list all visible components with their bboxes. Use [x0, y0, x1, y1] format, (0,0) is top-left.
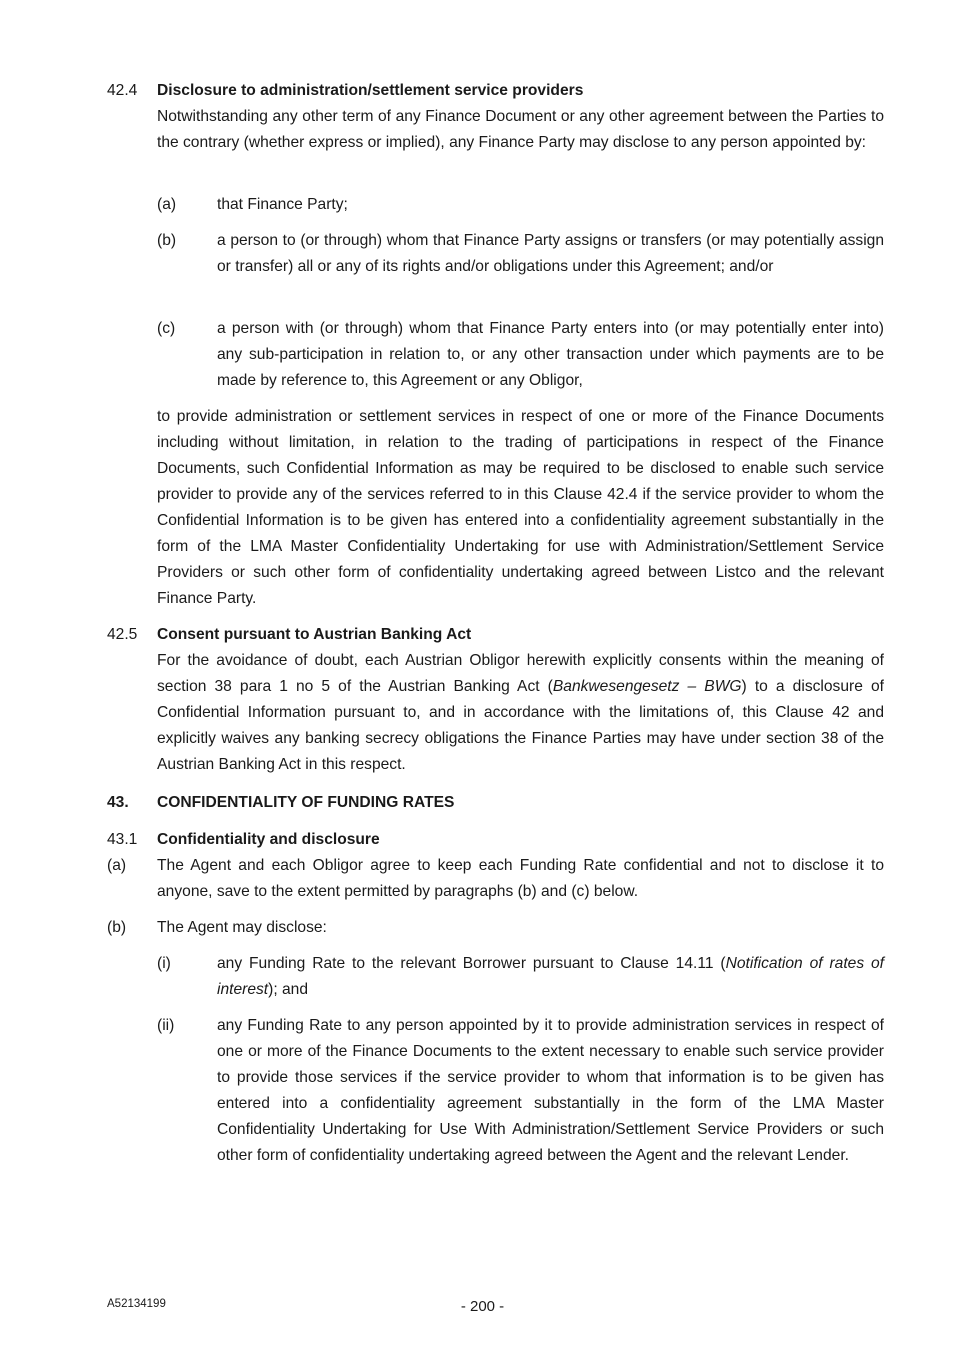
list-item-a: that Finance Party;: [217, 196, 348, 213]
page-number: - 200 -: [460, 1298, 505, 1315]
list-item-b: a person to (or through) whom that Finance Party assigns or transfers (or may potentially assign or transfer) all or any of its rights and/or obligations under this Agreement; and/or: [217, 232, 884, 275]
section-number-42-5: 42.5: [107, 626, 138, 643]
section-heading-43-1: Confidentiality and disclosure: [157, 831, 380, 848]
section-heading-43: CONFIDENTIALITY OF FUNDING RATES: [157, 794, 455, 811]
list-label-a: (a): [157, 196, 177, 213]
section-42-4-intro: Notwithstanding any other term of any Finance Document or any other agreement between the Parties to the contrary (whether express or implied), any Finance Party may disclose to any person appointed by:: [157, 108, 884, 151]
italic-term-bwg: Bankwesengesetz – BWG: [552, 678, 742, 695]
section-number-43: 43.: [107, 794, 129, 811]
sublist-label-i: (i): [157, 955, 171, 972]
list-label-b: (b): [157, 232, 177, 249]
list-label-c: (c): [157, 320, 176, 337]
section-number-42-4: 42.4: [107, 82, 138, 99]
para-43-1-b: The Agent may disclose:: [157, 919, 327, 936]
section-heading-42-4: Disclosure to administration/settlement service providers: [157, 82, 584, 99]
list-item-c: a person with (or through) whom that Finance Party enters into (or may potentially enter into) any sub-participation in relation to, or any other transaction under which payments are to be made by reference to, this Agreement or any Obligor,: [217, 320, 884, 389]
section-42-5-text: For the avoidance of doubt, each Austrian Obligor herewith explicitly consents within the meaning of section 38 para 1 no 5 of the Austrian Banking Act (Bankwesengesetz – BWG) to a disclosure of Confidential Information pursuant to, and in accordance with the limitations of, this Clause 42 and explicitly waives any banking secrecy obligations the Finance Parties may have under section 38 of the Austrian Banking Act in this respect.: [157, 652, 884, 773]
sublist-item-ii: any Funding Rate to any person appointed by it to provide administration services in respect of one or more of the Finance Documents to the extent necessary to enable such service provider to provide those services if the service provider to whom that information is to be given has entered into a confidentiality agreement substantially in the form of the LMA Master Confidentiality Undertaking for Use With Administration/Settlement Service Providers or such other form of confidentiality undertaking agreed between the Agent and the relevant Lender.: [217, 1017, 884, 1164]
para-label-43-1-a: (a): [107, 857, 127, 874]
document-reference: A52134199: [107, 1298, 166, 1310]
sublist-label-ii: (ii): [157, 1017, 175, 1034]
section-42-4-closing: to provide administration or settlement services in respect of one or more of the Finance Documents including without limitation, in relation to the trading of participations in respect of the Finance Documents, such Confidential Information as may be required to be disclosed to enable such service provider to provide any of the services referred to in this Clause 42.4 if the service provider to whom the Confidential Information is to be given has entered into a confidentiality agreement substantially in the form of the LMA Master Confidentiality Undertaking for use with Administration/Settlement Service Providers or such other form of confidentiality undertaking agreed between Listco and the relevant Finance Party.: [157, 408, 884, 607]
section-heading-42-5: Consent pursuant to Austrian Banking Act: [157, 626, 472, 643]
italic-clause-title: Notification of rates of interest: [217, 955, 884, 998]
section-number-43-1: 43.1: [107, 831, 138, 848]
para-label-43-1-b: (b): [107, 919, 127, 936]
sublist-item-i: any Funding Rate to the relevant Borrower pursuant to Clause 14.11 (Notification of rates of interest); and: [217, 955, 884, 998]
para-43-1-a: The Agent and each Obligor agree to keep each Funding Rate confidential and not to disclose it to anyone, save to the extent permitted by paragraphs (b) and (c) below.: [157, 857, 884, 900]
